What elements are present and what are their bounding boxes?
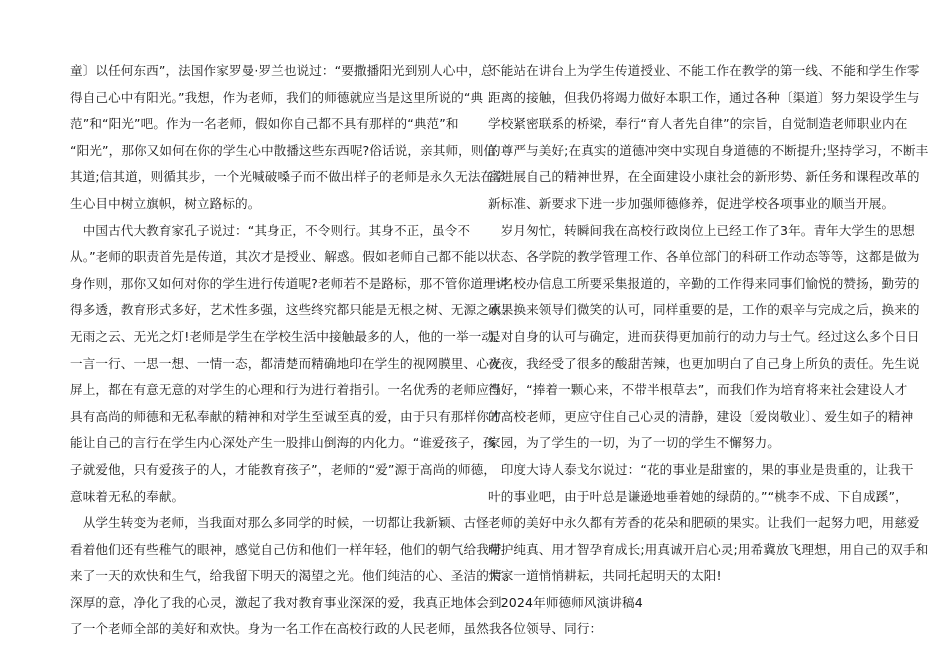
text-line: 范”和“阳光”吧。作为一名老师，假如你自己都不具有那样的“典范”和 xyxy=(70,116,459,132)
text-line: 家园，为了学生的一切，为了一切的学生不懈努力。 xyxy=(488,435,780,451)
text-line: 具有高尚的师德和无私奉献的精神和对学生至诚至真的爱，由于只有那样你才 xyxy=(70,408,502,424)
text-line: 深厚的意，净化了我的心灵，激起了我对教育事业深深的爱，我真正地体会到 xyxy=(70,594,502,610)
text-line: 其道;信其道，则循其步，一个光喊破嗓子而不做出样子的老师是永久无法在学 xyxy=(70,169,506,185)
text-line: 得多透，教育形式多好，艺术性多强，这些终究都只能是无根之树、无源之水、 xyxy=(70,302,515,318)
text-line: 印度大诗人泰戈尔说过：“花的事业是甜蜜的，果的事业是贵重的，让我干 xyxy=(488,461,914,477)
text-line: 岁月匆忙，转瞬间我在高校行政岗位上已经工作了3年。青年大学生的思想 xyxy=(488,222,916,238)
text-line: 的尊严与美好;在真实的道德冲突中实现自身道德的不断提升;坚持学习，不断丰 xyxy=(488,142,929,158)
text-line: 各位领导、同行： xyxy=(488,621,603,637)
text-line: 一言一行、一思一想、一情一态，都清楚而精确地印在学生的视网膜里、心光 xyxy=(70,355,502,371)
text-line: 不能站在讲台上为学生传道授业、不能工作在教学的第一线、不能和学生作零 xyxy=(488,63,920,78)
text-line: 得好，“捧着一颗心来，不带半根草去”，而我们作为培育将来社会建设人才 xyxy=(488,382,908,398)
text-line: 中国古代大教育家孔子说过：“其身正，不令则行。其身不正，虽令不 xyxy=(70,222,471,238)
text-line: 一名校办信息工所要采集报道的，辛勤的工作得来同事们愉悦的赞扬，勤劳的 xyxy=(488,275,920,291)
text-line: 来了一天的欢快和生气，给我留下明天的渴望之光。他们纯洁的心、圣洁的情、 xyxy=(70,568,515,584)
text-line: 老师的美好中永久都有芳香的花朵和肥硕的果实。让我们一起努力吧，用慈爱 xyxy=(488,515,920,531)
text-line: 呵护纯真、用才智孕育成长;用真诚开启心灵;用希冀放飞理想，用自己的双手和 xyxy=(488,541,929,557)
text-line: 屏上，都在有意无意的对学生的心理和行为进行着指引。一名优秀的老师应当 xyxy=(70,382,502,398)
text-line: 2024年师德师风演讲稿4 xyxy=(488,594,643,610)
right-text-column xyxy=(488,58,929,643)
text-line: 子就爱他，只有爱孩子的人，才能教育孩子”，老师的“爱”源于高尚的师德， xyxy=(70,461,497,477)
text-line: 身作则，那你又如何对你的学生进行传道呢?老师若不是路标，那不管你道理讲 xyxy=(70,275,509,291)
text-line: 硕果换来领导们微笑的认可，同样重要的是，工作的艰辛与完成之后，换来的 xyxy=(488,302,920,318)
text-line: 看着他们还有些稚气的眼神，感觉自己仿和他们一样年轻，他们的朝气给我带 xyxy=(70,541,502,557)
text-line: 大家一道悄悄耕耘，共同托起明天的太阳! xyxy=(488,568,722,584)
text-line: 从学生转变为老师，当我面对那么多同学的时候，一切都让我新颖、古怪 。 xyxy=(70,515,527,531)
left-text-column xyxy=(70,58,527,643)
text-line: 夜夜，我经受了很多的酸甜苦辣，也更加明白了自己身上所负的责任。先生说 xyxy=(488,355,920,371)
text-line: 了一个老师全部的美好和欢快。身为一名工作在高校行政的人民老师，虽然我 xyxy=(70,621,502,637)
text-line: 从。”老师的职责首先是传道，其次才是授业、解惑。假如老师自己都不能以 xyxy=(70,249,490,265)
text-line: 是对自身的认可与确定，进而获得更加前行的动力与士气。经过这么多个日日 xyxy=(488,328,920,344)
text-line: 童〕以任何东西”，法国作家罗曼·罗兰也说过：“要撒播阳光到别人心中，总 xyxy=(70,63,494,78)
text-line: 富进展自己的精神世界，在全面建设小康社会的新形势、新任务和课程改革的 xyxy=(488,169,920,185)
text-line: 得自己心中有阳光。”我想，作为老师，我们的师德就应当是这里所说的“典 xyxy=(70,89,484,105)
text-line: 新标准、新要求下进一步加强师德修养，促进学校各项事业的顺当开展。 xyxy=(488,195,895,211)
text-line: 意味着无私的奉献。 xyxy=(70,488,185,504)
text-line: 无雨之云、无光之灯!老师是学生在学校生活中接触最多的人，他的一举一动、 xyxy=(70,328,507,344)
text-line: 能让自己的言行在学生内心深处产生一股排山倒海的内化力。“谁爱孩子，孩 xyxy=(70,435,496,451)
text-line: 状态、各学院的教学管理工作、各单位部门的科研工作动态等等，这都是做为 xyxy=(488,249,920,265)
text-line: 距离的接触，但我仍将竭力做好本职工作，通过各种〔渠道〕努力架设学生与 xyxy=(488,89,920,105)
text-line: 生心目中树立旗帜，树立路标的。 xyxy=(70,195,261,211)
text-line: “阳光”，那你又如何在你的学生心中散播这些东西呢?俗话说，亲其师，则信 xyxy=(70,142,497,158)
text-line: 的高校老师，更应守住自己心灵的清静，建设〔爱岗敬业〕、爱生如子的精神 xyxy=(488,408,914,424)
text-line: 叶的事业吧，由于叶总是谦逊地垂着她的绿荫的。”“桃李不成、下自成蹊”， xyxy=(488,488,908,504)
text-line: 学校紧密联系的桥梁，奉行“育人者先自律”的宗旨，自觉制造老师职业内在 xyxy=(488,116,908,132)
